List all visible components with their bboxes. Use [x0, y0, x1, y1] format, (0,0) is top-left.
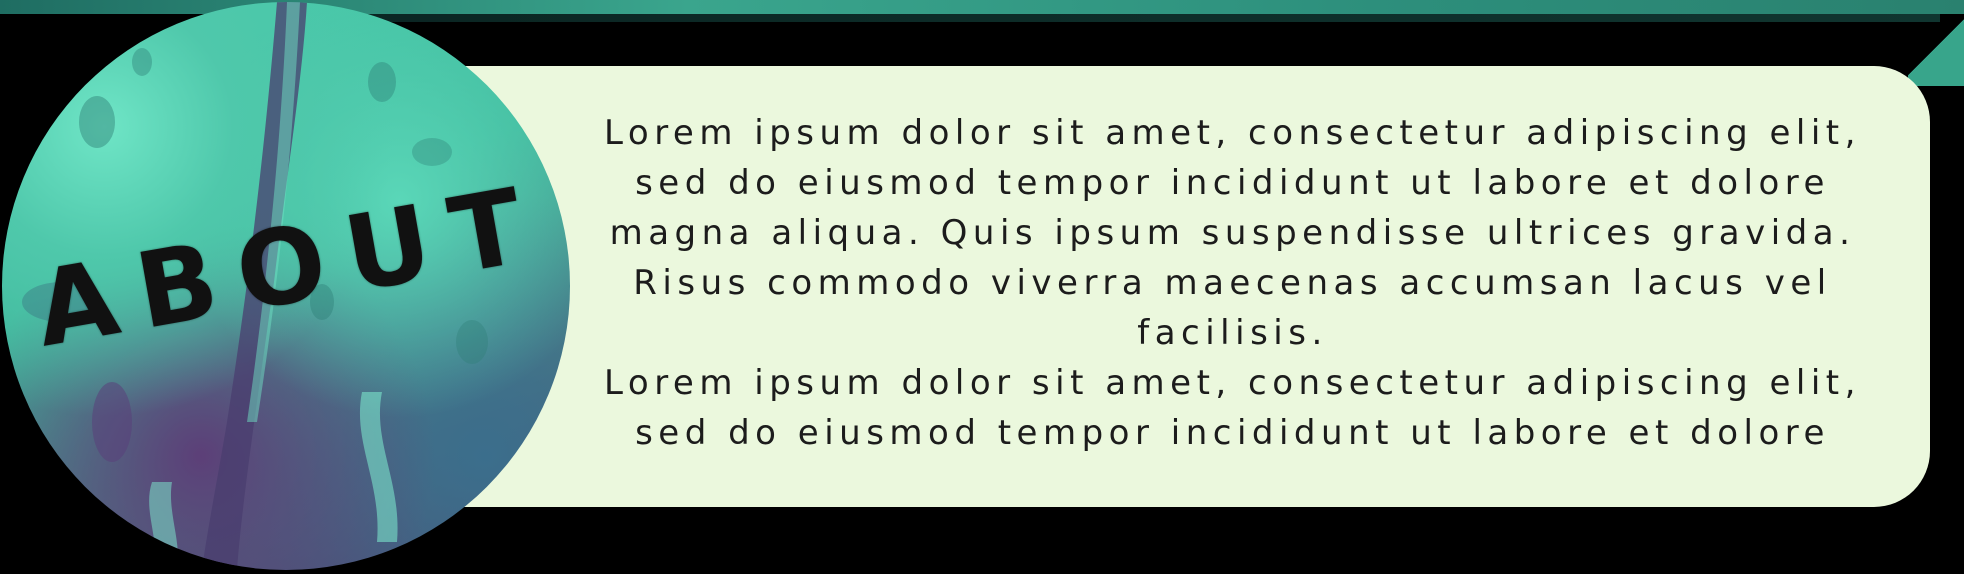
about-text	[590, 108, 1875, 458]
about-title: ABOUT	[26, 161, 554, 371]
top-shadow-stripe	[360, 14, 1940, 22]
about-paragraph-2: Lorem ipsum dolor sit amet, consectetur adipiscing elit, sed do eiusmod tempor incididunt ut labore et dolore	[604, 363, 1861, 453]
corner-accent	[1908, 14, 1964, 86]
about-paragraph-1: Lorem ipsum dolor sit amet, consectetur adipiscing elit, sed do eiusmod tempor incididunt ut labore et dolore magna aliqua. Quis ipsum suspendisse ultrices gravida. Risus commodo viverra maecenas accumsan lacus vel facilisis.	[604, 113, 1861, 353]
about-photo	[2, 2, 570, 570]
